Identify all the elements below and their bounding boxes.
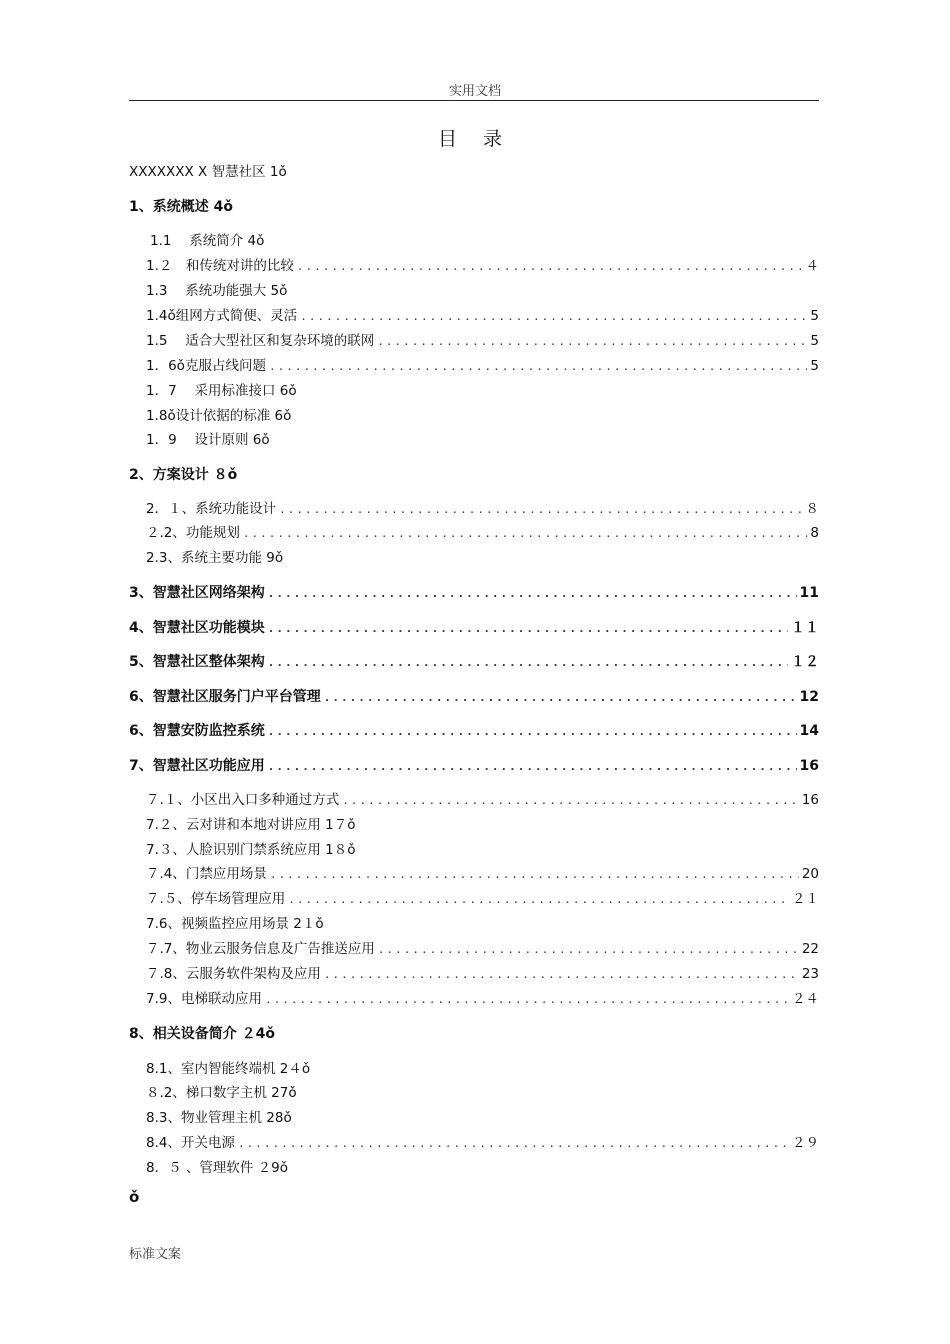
toc-entry[interactable]: [146, 914, 324, 934]
toc-entry-page-number: 11: [799, 585, 819, 601]
toc-entry[interactable]: [146, 499, 819, 520]
toc-entry-label: 1．7 采用标准接口 6ǒ: [146, 383, 297, 399]
toc-dot-leader: [268, 584, 797, 604]
toc-entry[interactable]: [146, 864, 819, 885]
toc-dot-leader: [377, 332, 807, 352]
toc-entry-page-number: 20: [801, 866, 819, 882]
toc-entry-page-number: ２４: [792, 991, 819, 1007]
toc-entry[interactable]: [146, 1059, 310, 1079]
toc-entry-label: 7.6、视频监控应用场景 2１ǒ: [146, 916, 324, 932]
toc-entry-page-number: 5: [810, 333, 819, 349]
toc-entry-page-number: 23: [801, 966, 819, 982]
toc-entry[interactable]: [146, 939, 819, 960]
toc-dot-leader: [279, 500, 802, 520]
toc-dot-leader: [342, 791, 799, 811]
toc-entry-page-number: 8: [810, 525, 819, 541]
toc-dot-leader: [269, 357, 807, 377]
toc-dot-leader: [268, 722, 797, 742]
toc-dot-leader: [378, 940, 799, 960]
toc-entry-label: ８.2、梯口数字主机 27ǒ: [146, 1085, 297, 1101]
toc-entry[interactable]: [146, 406, 291, 426]
toc-entry-label: ２.2、功能规划: [146, 525, 240, 541]
toc-entry-label: 1.3 系统功能强大 5ǒ: [146, 283, 288, 299]
toc-entry-label: 7.２、云对讲和本地对讲应用 1７ǒ: [146, 817, 356, 833]
toc-dot-leader: [324, 688, 797, 708]
toc-entry[interactable]: [146, 889, 819, 910]
toc-dot-leader: [324, 965, 799, 985]
toc-entry[interactable]: [146, 1108, 292, 1128]
toc-entry-label: ７.8、云服务软件架构及应用: [146, 966, 321, 982]
toc-entry-label: ７.１、小区出入口多种通过方式: [146, 792, 340, 808]
toc-entry-label: 2.3、系统主要功能 9ǒ: [146, 550, 284, 566]
toc-entry[interactable]: [146, 430, 270, 450]
toc-entry-label: 5、智慧社区整体架构: [129, 654, 265, 670]
toc-entry[interactable]: [146, 281, 287, 301]
toc-entry-label: 1．6ǒ克服占线问题: [146, 358, 266, 374]
toc-entry-label: 1．9 设计原则 6ǒ: [146, 432, 270, 448]
toc-entry-label: ７.５、停车场管理应用: [146, 891, 286, 907]
toc-entry[interactable]: [129, 687, 819, 708]
toc-entry[interactable]: [129, 162, 287, 182]
toc-dot-leader: [268, 619, 788, 639]
toc-entry-label: 1.8ǒ设计依据的标准 6ǒ: [146, 408, 292, 424]
toc-entry-label: 4、智慧社区功能模块: [129, 620, 265, 636]
toc-entry-label: ７.4、门禁应用场景: [146, 866, 267, 882]
toc-entry-label: 7.３、人脸识别门禁系统应用 1８ǒ: [146, 842, 356, 858]
toc-entry-page-number: ２９: [792, 1135, 819, 1151]
toc-entry-label: 8．５ 、管理软件 ２9ǒ: [146, 1160, 289, 1176]
toc-entry-page-number: ８: [805, 501, 819, 517]
toc-entry-page-number: 16: [799, 758, 819, 774]
toc-entry[interactable]: [146, 523, 819, 544]
page-header: 实用文档: [448, 84, 501, 99]
toc-entry[interactable]: [129, 1024, 275, 1044]
toc-dot-leader: [270, 865, 799, 885]
toc-entry[interactable]: [146, 381, 297, 401]
toc-entry-page-number: 16: [801, 792, 819, 808]
toc-entry-label: 2、方案设计 ８ǒ: [129, 467, 238, 483]
toc-entry-page-number: 22: [801, 941, 819, 957]
toc-entry[interactable]: [129, 721, 819, 742]
toc-entry[interactable]: [146, 815, 356, 835]
toc-entry[interactable]: [146, 1158, 288, 1178]
toc-entry[interactable]: [129, 583, 819, 604]
toc-entry-label: 8.1、室内智能终端机 2４ǒ: [146, 1061, 311, 1077]
toc-entry-label: 1.5 适合大型社区和复杂环境的联网: [146, 333, 375, 349]
toc-entry[interactable]: [146, 256, 819, 277]
header-divider: [129, 100, 819, 101]
toc-entry[interactable]: [146, 840, 356, 860]
toc-dot-leader: [297, 257, 803, 277]
toc-entry[interactable]: [146, 964, 819, 985]
toc-entry-page-number: 12: [799, 689, 819, 705]
toc-entry[interactable]: [146, 331, 819, 352]
toc-entry[interactable]: [150, 231, 264, 251]
toc-entry-label: 1、系统概述 4ǒ: [129, 199, 233, 215]
toc-entry-label: 6、智慧社区服务门户平台管理: [129, 689, 321, 705]
toc-entry-label: 1.1 系统简介 4ǒ: [150, 233, 265, 249]
toc-entry-page-number: 5: [810, 358, 819, 374]
toc-entry-page-number: ４: [805, 258, 819, 274]
toc-entry[interactable]: [129, 465, 237, 485]
toc-entry-page-number: １２: [791, 654, 819, 670]
toc-entry[interactable]: [146, 989, 819, 1010]
toc-entry-label: 1.２ 和传统对讲的比较: [146, 258, 294, 274]
toc-entry-label: 7、智慧社区功能应用: [129, 758, 265, 774]
toc-entry-label: 8、相关设备简介 ２4ǒ: [129, 1026, 275, 1042]
toc-entry[interactable]: [146, 1133, 819, 1154]
toc-entry-page-number: 5: [810, 308, 819, 324]
toc-entry[interactable]: [129, 652, 819, 673]
toc-entry-label: ７.7、物业云服务信息及广告推送应用: [146, 941, 375, 957]
toc-entry[interactable]: [129, 756, 819, 777]
toc-entry-page-number: ２１: [792, 891, 819, 907]
paragraph-mark: ǒ: [129, 1188, 140, 1206]
toc-entry[interactable]: [146, 356, 819, 377]
toc-entry-label: 6、智慧安防监控系统: [129, 723, 265, 739]
toc-entry-label: 8.4、开关电源: [146, 1135, 235, 1151]
toc-dot-leader: [243, 524, 808, 544]
toc-entry-label: 1.4ǒ组网方式简便、灵活: [146, 308, 298, 324]
toc-dot-leader: [288, 890, 789, 910]
toc-entry[interactable]: [129, 197, 233, 217]
toc-entry-label: 8.3、物业管理主机 28ǒ: [146, 1110, 292, 1126]
toc-entry-label: 3、智慧社区网络架构: [129, 585, 265, 601]
toc-entry-label: 2．１、系统功能设计: [146, 501, 277, 517]
toc-entry[interactable]: [146, 548, 283, 568]
toc-dot-leader: [265, 990, 789, 1010]
toc-dot-leader: [300, 307, 807, 327]
toc-entry[interactable]: [146, 306, 819, 327]
toc-entry-label: XXXXXXX X 智慧社区 1ǒ: [129, 164, 287, 180]
toc-entry-page-number: １１: [791, 620, 819, 636]
toc-entry[interactable]: [146, 1083, 297, 1103]
toc-dot-leader: [238, 1134, 789, 1154]
toc-title: 目 录: [437, 128, 513, 150]
toc-dot-leader: [268, 653, 788, 673]
toc-entry-page-number: 14: [799, 723, 819, 739]
toc-entry[interactable]: [146, 790, 819, 811]
toc-entry-label: 7.9、电梯联动应用: [146, 991, 262, 1007]
page-footer: 标准文案: [129, 1247, 182, 1262]
toc-entry[interactable]: [129, 618, 819, 639]
toc-dot-leader: [268, 757, 797, 777]
